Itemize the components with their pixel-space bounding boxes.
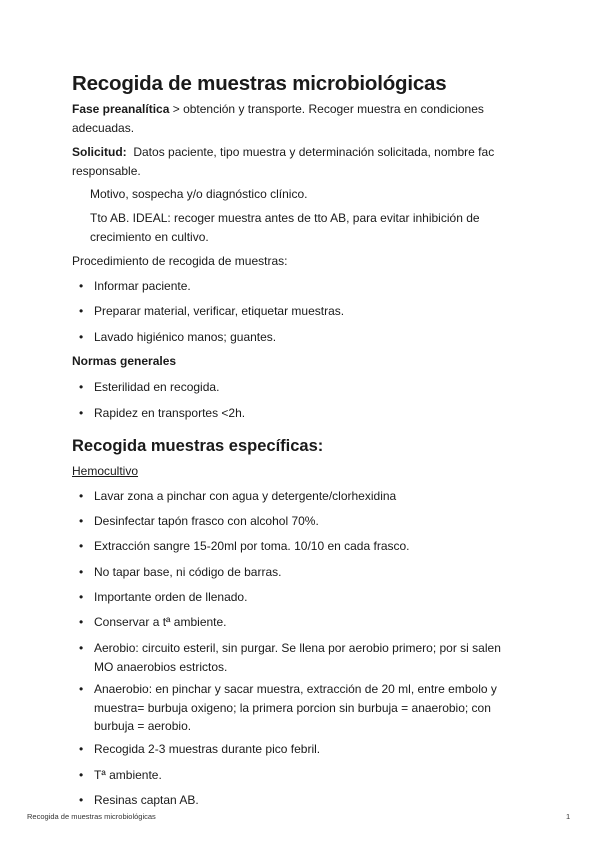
list-item: • Aerobio: circuito esteril, sin purgar. Se llena por aerobio primero; por si salen MO anaerobios estrictos. bbox=[79, 641, 501, 674]
footer-page-number: 1 bbox=[566, 812, 571, 821]
list-item: • Recogida 2-3 muestras durante pico febril. bbox=[79, 742, 321, 756]
list-item: • Lavar zona a pinchar con agua y detergente/clorhexidina bbox=[79, 489, 397, 503]
list-item: • Rapidez en transportes <2h. bbox=[79, 406, 246, 420]
list-item: • Resinas captan AB. bbox=[79, 793, 199, 807]
indent-line-1: Motivo, sospecha y/o diagnóstico clínico. bbox=[90, 187, 308, 201]
normas-heading: Normas generales bbox=[72, 354, 177, 368]
list-item: • No tapar base, ni código de barras. bbox=[79, 565, 282, 579]
section-heading: Recogida muestras específicas: bbox=[72, 437, 324, 455]
solicitud-text: Datos paciente, tipo muestra y determinación solicitada, nombre fac responsable. bbox=[72, 145, 498, 178]
list-item: • Tª ambiente. bbox=[79, 768, 162, 782]
page-title: Recogida de muestras microbiológicas bbox=[72, 72, 447, 95]
list-item: • Conservar a tª ambiente. bbox=[79, 615, 227, 629]
list-item: • Lavado higiénico manos; guantes. bbox=[79, 330, 277, 344]
fase-paragraph bbox=[72, 100, 522, 137]
solicitud-label: Solicitud: bbox=[72, 145, 127, 159]
solicitud-paragraph bbox=[72, 143, 522, 180]
list-item: • Importante orden de llenado. bbox=[79, 590, 248, 604]
list-item: • Extracción sangre 15-20ml por toma. 10/10 en cada frasco. bbox=[79, 539, 410, 553]
footer-title: Recogida de muestras microbiológicas bbox=[27, 812, 156, 821]
list-item: • Informar paciente. bbox=[79, 279, 191, 293]
indent-line-2: Tto AB. IDEAL: recoger muestra antes de tto AB, para evitar inhibición de crecimiento en cultivo. bbox=[90, 211, 480, 244]
list-item: • Anaerobio: en pinchar y sacar muestra, extracción de 20 ml, entre embolo y muestra= burbuja oxigeno; la primera porcion sin burbuja = anaerobio; con burbuja = aerobio. bbox=[79, 682, 497, 733]
procedimiento-heading: Procedimiento de recogida de muestras: bbox=[72, 254, 288, 268]
list-item: • Esterilidad en recogida. bbox=[79, 380, 220, 394]
fase-text: > obtención y transporte. Recoger muestra en condiciones adecuadas. bbox=[72, 102, 484, 135]
list-item: • Desinfectar tapón frasco con alcohol 70%. bbox=[79, 514, 319, 528]
fase-label: Fase preanalítica bbox=[72, 102, 170, 116]
hemocultivo-subheading: Hemocultivo bbox=[72, 464, 139, 478]
list-item: • Preparar material, verificar, etiquetar muestras. bbox=[79, 304, 345, 318]
